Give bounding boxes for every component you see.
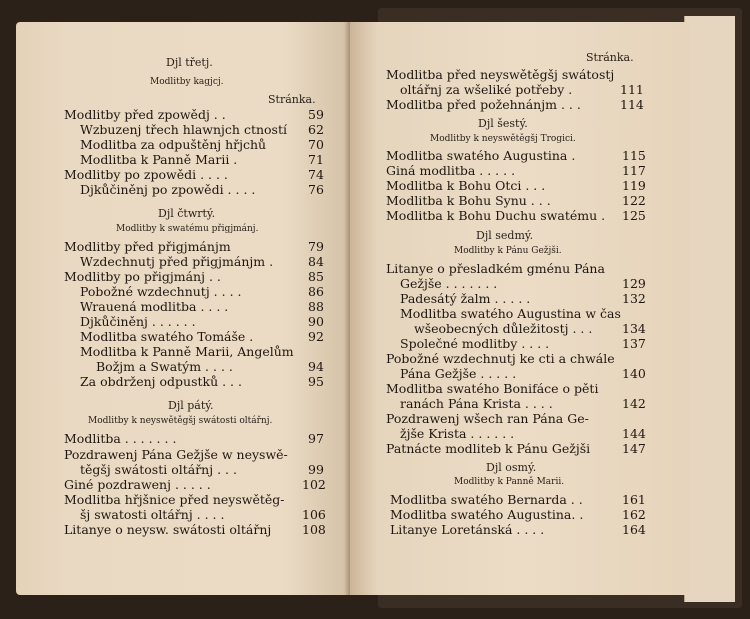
section-title: Djl šestý. [478, 117, 528, 130]
toc-entry-page: 79 [308, 239, 324, 254]
toc-entry-page: 125 [622, 208, 646, 223]
toc-entry-text: Božjm a Swatým . . . . [96, 359, 233, 374]
toc-entry-text: Modlitby po zpowědi . . . . [64, 167, 228, 182]
toc-entry-text: Modlitby před zpowědj . . [64, 107, 226, 122]
toc-entry-text: Modlitba hřjšnice před neyswětěg- [64, 492, 285, 507]
toc-entry-page: 140 [622, 366, 646, 381]
toc-entry-text: Wzbuzenj třech hlawnjch ctností [80, 122, 287, 137]
toc-entry-text: Modlitba swatého Augustina . [386, 148, 576, 163]
toc-entry-text: oltářnj za wšeliké potřeby . [400, 82, 573, 97]
toc-entry-text: Giné pozdrawenj . . . . . [64, 477, 211, 492]
toc-entry-page: 114 [620, 97, 644, 112]
toc-entry-text: šj swatosti oltářnj . . . . [80, 507, 225, 522]
toc-entry-text: Modlitba k Panně Marii . [80, 152, 238, 167]
toc-entry-text: Modlitba swatého Bernarda . . [390, 492, 583, 507]
left-page [16, 22, 350, 595]
toc-entry-text: Modlitba za odpuštěnj hřjchů [80, 137, 267, 152]
toc-entry-page: 108 [302, 522, 326, 537]
toc-entry-text: Pána Gežjše . . . . . [400, 366, 517, 381]
toc-entry-text: Společné modlitby . . . . [400, 336, 550, 351]
toc-entry-page: 137 [622, 336, 646, 351]
toc-entry-text: Modlitba swatého Augustina. . [390, 507, 584, 522]
page-edges [684, 16, 735, 602]
page-column-label: Stránka. [268, 93, 316, 106]
toc-entry-text: Gežjše . . . . . . . [400, 276, 498, 291]
toc-entry-page: 99 [308, 462, 324, 477]
toc-entry-page: 74 [308, 167, 324, 182]
toc-entry-text: Modlitba swatého Bonifáce o pěti [386, 381, 599, 396]
toc-entry-page: 111 [620, 82, 644, 97]
toc-entry-text: Wrauená modlitba . . . . [80, 299, 229, 314]
toc-entry-text: Modlitby po přigjmánj . . [64, 269, 221, 284]
toc-entry-text: Padesátý žalm . . . . . [400, 291, 531, 306]
toc-entry-text: Wzdechnutj před přigjmánjm . [80, 254, 274, 269]
section-subtitle: Modlitby k Pánu Gežjši. [454, 246, 562, 256]
right-page [350, 22, 690, 595]
toc-entry-text: Pobožné wzdechnutj ke cti a chwále [386, 351, 615, 366]
toc-entry-page: 59 [308, 107, 324, 122]
toc-entry-page: 115 [622, 148, 646, 163]
toc-entry-page: 84 [308, 254, 324, 269]
toc-entry-text: Za obdrženj odpustků . . . [80, 374, 242, 389]
toc-entry-page: 95 [308, 374, 324, 389]
section-subtitle: Modlitby k neyswětěgšj Trogici. [430, 134, 576, 144]
toc-entry-page: 70 [308, 137, 324, 152]
page-column-label: Stránka. [586, 51, 634, 64]
toc-entry-text: Modlitba před neyswětěgšj swátostj [386, 67, 615, 82]
section-title: Djl sedmý. [476, 229, 534, 242]
toc-entry-text: Pozdrawenj wšech ran Pána Ge- [386, 411, 589, 426]
toc-entry-page: 62 [308, 122, 324, 137]
toc-entry-text: Modlitba swatého Augustina w čas [400, 306, 621, 321]
toc-entry-text: žjše Krista . . . . . . [400, 426, 515, 441]
toc-entry-page: 134 [622, 321, 646, 336]
toc-entry-page: 129 [622, 276, 646, 291]
toc-entry-page: 97 [308, 431, 324, 446]
toc-entry-page: 142 [622, 396, 646, 411]
section-subtitle: Modlitby kagjcj. [150, 77, 224, 87]
toc-entry-page: 88 [308, 299, 324, 314]
toc-entry-page: 161 [622, 492, 646, 507]
toc-entry-text: Modlitby před přigjmánjm [64, 239, 231, 254]
toc-entry-text: Pobožné wzdechnutj . . . . [80, 284, 242, 299]
section-subtitle: Modlitby k neyswětěgšj swátosti oltářnj. [88, 416, 273, 426]
toc-entry-page: 102 [302, 477, 326, 492]
toc-entry-page: 132 [622, 291, 646, 306]
section-title: Djl osmý. [486, 461, 537, 474]
toc-entry-page: 117 [622, 163, 646, 178]
toc-entry-page: 147 [622, 441, 646, 456]
toc-entry-page: 122 [622, 193, 646, 208]
toc-entry-page: 94 [308, 359, 324, 374]
toc-entry-page: 85 [308, 269, 324, 284]
toc-entry-text: Modlitba k Bohu Duchu swatému . [386, 208, 606, 223]
toc-entry-text: Modlitba k Panně Marii, Angelům [80, 344, 294, 359]
toc-entry-text: Litanye o přesladkém gménu Pána [386, 261, 605, 276]
toc-entry-text: Patnácte modliteb k Pánu Gežjši [386, 441, 591, 456]
toc-entry-text: Modlitba . . . . . . . [64, 431, 177, 446]
toc-entry-page: 92 [308, 329, 324, 344]
section-title: Djl pátý. [168, 399, 214, 412]
toc-entry-text: Litanye Loretánská . . . . [390, 522, 545, 537]
toc-entry-text: Modlitba swatého Tomáše . [80, 329, 254, 344]
toc-entry-page: 119 [622, 178, 646, 193]
toc-entry-page: 106 [302, 507, 326, 522]
toc-entry-text: Djkůčiněnj po zpowědi . . . . [80, 182, 256, 197]
toc-entry-text: Modlitba k Bohu Otci . . . [386, 178, 546, 193]
toc-entry-text: Modlitba k Bohu Synu . . . [386, 193, 551, 208]
toc-entry-page: 71 [308, 152, 324, 167]
toc-entry-page: 164 [622, 522, 646, 537]
toc-entry-page: 76 [308, 182, 324, 197]
toc-entry-page: 86 [308, 284, 324, 299]
toc-entry-text: těgšj swátosti oltářnj . . . [80, 462, 237, 477]
toc-entry-page: 144 [622, 426, 646, 441]
section-title: Djl čtwrtý. [158, 207, 216, 220]
toc-entry-text: Modlitba před požehnánjm . . . [386, 97, 581, 112]
toc-entry-text: ranách Pána Krista . . . . [400, 396, 553, 411]
section-subtitle: Modlitby k swatému přigjmánj. [116, 224, 259, 234]
toc-entry-text: Djkůčiněnj . . . . . . [80, 314, 196, 329]
toc-entry-page: 90 [308, 314, 324, 329]
section-title: Djl třetj. [166, 56, 213, 69]
toc-entry-text: Giná modlitba . . . . . [386, 163, 516, 178]
toc-entry-text: wšeobecných důležitostj . . . [414, 321, 593, 336]
section-subtitle: Modlitby k Panně Marii. [454, 477, 565, 487]
toc-entry-page: 162 [622, 507, 646, 522]
toc-entry-text: Pozdrawenj Pána Gežjše w neyswě- [64, 447, 288, 462]
toc-entry-text: Litanye o neysw. swátosti oltářnj [64, 522, 272, 537]
